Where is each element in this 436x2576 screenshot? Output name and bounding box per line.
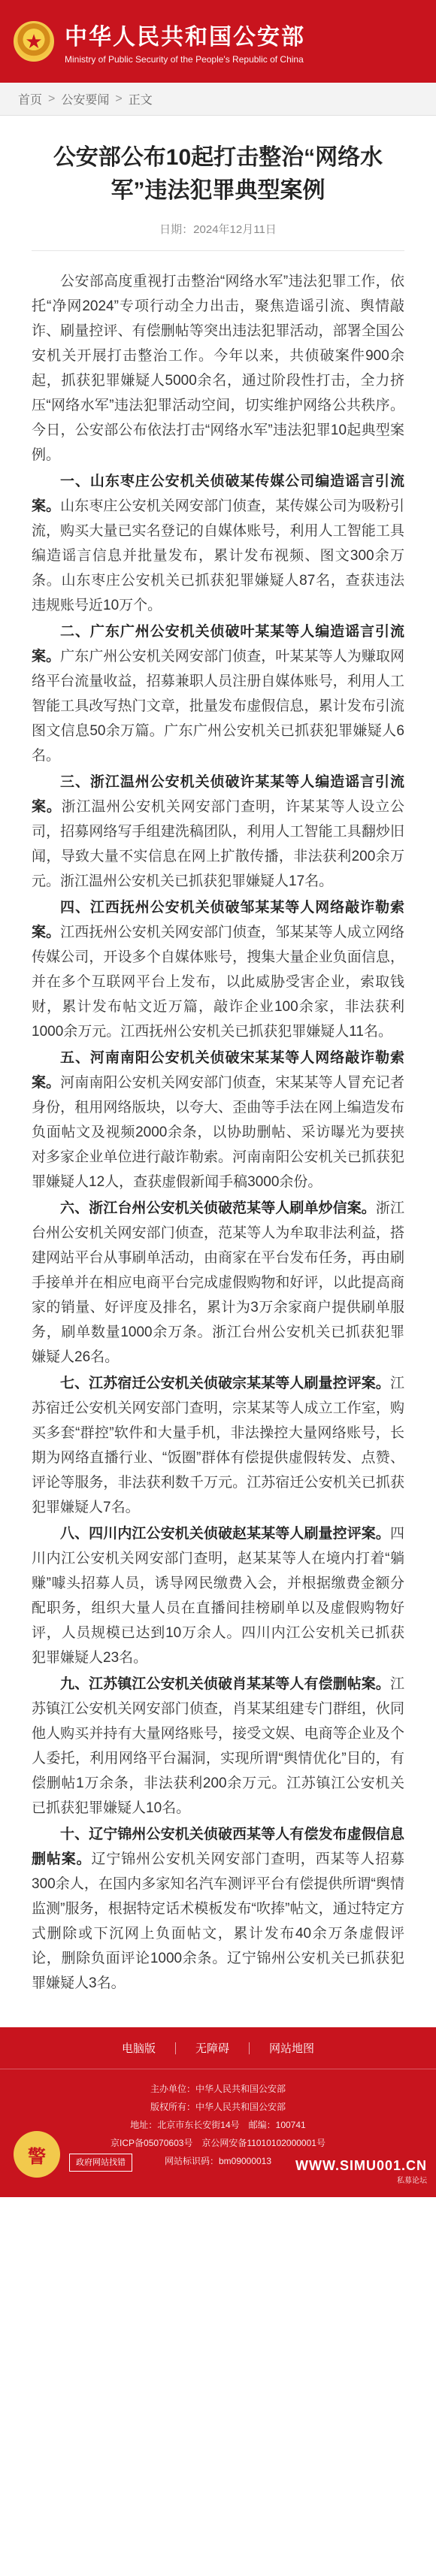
case-title: 八、四川内江公安机关侦破赵某某等人刷量控评案。 [60, 1526, 390, 1542]
national-emblem-icon[interactable]: ★ [14, 21, 54, 62]
paragraph-text: 河南南阳公安机关网安部门侦查，宋某某等人冒充记者身份，租用网络版块，以夸大、歪曲等手法在网上编造发布负面帖文及视频2000余条，以协助删帖、采访曝光为要挟对多家企业单位进行敲诈勒索。河南南阳公安机关已抓获犯罪嫌疑人12人，查获虚假新闻手稿3000余份。 [32, 1075, 404, 1190]
article-paragraph [32, 619, 404, 768]
case-title: 九、江苏镇江公安机关侦破肖某某等人有偿删帖案。 [60, 1676, 390, 1692]
paragraph-text: 浙江台州公安机关网安部门侦查，范某等人为牟取非法利益，搭建网站平台从事刷单活动，由商家在平台发布任务，再由刷手接单并在相应电商平台完成虚假购物和好评，以此提高商家的销量、好评度及排名，累计为3万余家商户提供刷单服务，刷单数量1000余万条。浙江台州公安机关已抓获犯罪嫌疑人26名。 [32, 1200, 404, 1365]
watermark-label: 私募论坛 [397, 2177, 427, 2185]
site-title-block [65, 18, 305, 65]
breadcrumb-home[interactable]: 首页 [18, 94, 43, 107]
footer-link-accessibility[interactable]: 无障碍 [195, 2042, 229, 2055]
case-title: 一、山东枣庄公安机关侦破某传媒公司编造谣言引流案。 [32, 474, 404, 514]
breadcrumb-separator: > [115, 92, 123, 105]
police-badge-icon[interactable]: 警 [14, 2131, 60, 2178]
article [0, 116, 436, 2020]
footer-copyright: 版权所有：中华人民共和国公安部 [150, 2102, 286, 2112]
site-header [0, 0, 436, 83]
paragraph-text: 江西抚州公安机关网安部门侦查，邹某某等人成立网络传媒公司，开设多个自媒体账号，搜集大量企业负面信息，并在多个互联网平台上发布，以此威胁受害企业，索取钱财，累计发布帖文近万篇，敲诈企业100余家，非法获利1000余万元。江西抚州公安机关已抓获犯罪嫌疑人11名。 [32, 925, 404, 1040]
article-paragraph [32, 1822, 404, 1996]
paragraph-text: 浙江温州公安机关网安部门查明，许某某等人设立公司，招募网络写手组建洗稿团队，利用人工智能工具翻炒旧闻，导致大量不实信息在网上扩散传播，非法获利200余万元。浙江温州公安机关已抓获犯罪嫌疑人17名。 [32, 799, 404, 889]
case-title: 五、河南南阳公安机关侦破宋某某等人网络敲诈勒索案。 [32, 1050, 404, 1091]
paragraph-text: 江苏宿迁公安机关网安部门查明，宗某某等人成立工作室，购买多套“群控”软件和大量手机，非法操控大量网络账号，长期为网络直播行业、“饭圈”群体有偿提供虚假转发、点赞、评论等服务，非法获利数千万元。江苏宿迁公安机关已抓获犯罪嫌疑人7名。 [32, 1376, 404, 1515]
paragraph-text: 山东枣庄公安机关网安部门侦查，某传媒公司为吸粉引流，购买大量已实名登记的自媒体账号，利用人工智能工具编造谣言信息并批量发布，累计发布视频、图文300余万条。山东枣庄公安机关已抓获犯罪嫌疑人87名，查获违法违规账号近10万个。 [32, 498, 404, 613]
article-paragraph [32, 1196, 404, 1370]
paragraph-text: 四川内江公安机关网安部门查明，赵某某等人在境内打着“躺赚”噱头招募人员，诱导网民缴费入会，并根据缴费金额分配职务，组织大量人员在直播间挂榜刷单以及虚假购物好评，人员规模已达到10万余人。四川内江公安机关已抓获犯罪嫌疑人23名。 [32, 1526, 404, 1666]
footer-site-code: 网站标识码：bm09000013 [164, 2156, 272, 2166]
site-title-en: Ministry of Public Security of the People's Republic of China [65, 54, 304, 65]
article-paragraph [32, 1371, 404, 1520]
footer-links [0, 2027, 436, 2069]
footer-address: 地址：北京市东长安街14号 邮编：100741 [130, 2120, 306, 2130]
breadcrumb-news[interactable]: 公安要闻 [61, 94, 110, 107]
article-body [32, 269, 404, 1996]
article-paragraph [32, 469, 404, 618]
case-title: 十、辽宁锦州公安机关侦破西某等人有偿发布虚假信息删帖案。 [32, 1827, 404, 1867]
case-title: 四、江西抚州公安机关侦破邹某某等人网络敲诈勒索案。 [32, 900, 404, 940]
watermark [295, 2158, 427, 2185]
gov-error-report-badge[interactable]: 政府网站找错 [69, 2154, 132, 2172]
footer-link-sitemap[interactable]: 网站地图 [269, 2042, 315, 2055]
case-title: 六、浙江台州公安机关侦破范某等人刷单炒信案。 [60, 1200, 376, 1216]
article-paragraph [32, 895, 404, 1044]
site-title-cn[interactable]: 中华人民共和国公安部 [65, 25, 305, 50]
article-paragraph [32, 1672, 404, 1821]
paragraph-text: 辽宁锦州公安机关网安部门查明，西某等人招募300余人，在国内多家知名汽车测评平台有偿提供所谓“舆情监测”服务，根据特定话术模板发布“吹捧”帖文，通过特定方式删除或下沉网上负面帖文，累计发布40余万条虚假评论，删除负面评论1000余条。辽宁锦州公安机关已抓获犯罪嫌疑人3名。 [32, 1851, 404, 1991]
paragraph-text: 公安部高度重视打击整治“网络水军”违法犯罪工作，依托“净网2024”专项行动全力出击，聚焦造谣引流、舆情敲诈、刷量控评、有偿删帖等突出违法犯罪活动，部署全国公安机关开展打击整治工作。今年以来，共侦破案件900余起，抓获犯罪嫌疑人5000余名，通过阶段性打击，全力挤压“网络水军”违法犯罪活动空间，切实维护网络公共秩序。今日，公安部公布依法打击“网络水军”违法犯罪10起典型案例。 [32, 274, 404, 463]
footer-link-desktop[interactable]: 电脑版 [121, 2042, 156, 2055]
case-title: 三、浙江温州公安机关侦破许某某等人编造谣言引流案。 [32, 774, 404, 815]
site-footer [0, 2027, 436, 2197]
footer-info [0, 2069, 436, 2197]
footer-icp[interactable]: 京ICP备05070603号 京公网安备11010102000001号 [111, 2138, 325, 2148]
paragraph-text: 江苏镇江公安机关网安部门侦查，肖某某组建专门群组，伙同他人购买并持有大量网络账号，接受文娱、电商等企业及个人委托，利用网络平台漏洞，实现所谓“舆情优化”目的，有偿删帖1万余条，非法获利200余万元。江苏镇江公安机关已抓获犯罪嫌疑人10名。 [32, 1676, 404, 1816]
paragraph-text: 广东广州公安机关网安部门侦查，叶某某等人为赚取网络平台流量收益，招募兼职人员注册自媒体账号，利用人工智能工具改写热门文章，批量发布虚假信息，累计发布引流图文信息50余万篇。广东广州公安机关已抓获犯罪嫌疑人6名。 [32, 649, 404, 764]
article-paragraph [32, 1521, 404, 1670]
article-paragraph [32, 770, 404, 894]
watermark-url: WWW.SIMU001.CN [295, 2158, 427, 2173]
breadcrumb-current: 正文 [128, 94, 153, 107]
breadcrumb [0, 83, 436, 116]
footer-sponsor: 主办单位：中华人民共和国公安部 [150, 2084, 286, 2094]
case-title: 七、江苏宿迁公安机关侦破宗某某等人刷量控评案。 [60, 1376, 390, 1391]
case-title: 二、广东广州公安机关侦破叶某某等人编造谣言引流案。 [32, 624, 404, 664]
article-title: 公安部公布10起打击整治“网络水军”违法犯罪典型案例 [53, 145, 383, 203]
article-paragraph [32, 1046, 404, 1194]
breadcrumb-separator: > [48, 92, 56, 105]
article-paragraph [32, 269, 404, 468]
article-date: 日期：2024年12月11日 [32, 221, 404, 251]
